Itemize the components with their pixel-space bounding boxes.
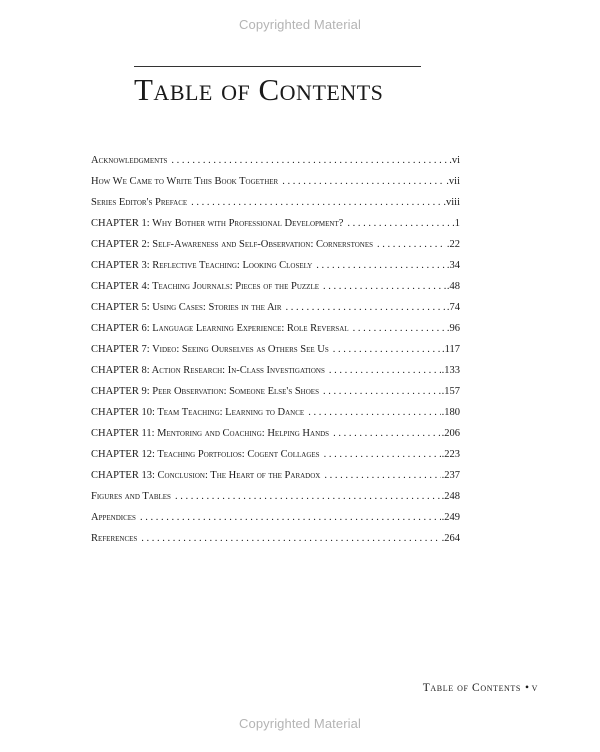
toc-entry-page: .34 — [446, 260, 460, 271]
toc-entry-chapter-7[interactable] — [91, 344, 460, 365]
toc-entry-page: .237 — [441, 470, 460, 481]
toc-entry-page: .223 — [441, 449, 460, 460]
toc-entry-page: .264 — [441, 533, 460, 544]
toc-entry-page: .74 — [446, 302, 460, 313]
toc-entry-page: .96 — [446, 323, 460, 334]
toc-entry-chapter-11[interactable] — [91, 428, 460, 449]
toc-entry-label: CHAPTER 3: Reflective Teaching: Looking Closely — [91, 260, 313, 271]
toc-entry-label: CHAPTER 7: Video: Seeing Ourselves as Others See Us — [91, 344, 329, 355]
leader-dots — [140, 512, 441, 523]
toc-entry-label: CHAPTER 9: Peer Observation: Someone Else's Shoes — [91, 386, 319, 397]
running-footer — [423, 682, 538, 694]
leader-dots — [282, 176, 445, 187]
toc-entry-figures-and-tables[interactable] — [91, 491, 460, 512]
leader-dots — [353, 323, 446, 334]
toc-entry-page: .viii — [443, 197, 460, 208]
toc-entry-label: CHAPTER 13: Conclusion: The Heart of the Paradox — [91, 470, 321, 481]
toc-entry-chapter-8[interactable] — [91, 365, 460, 386]
toc-entry-page: .117 — [442, 344, 460, 355]
toc-entry-page: .249 — [441, 512, 460, 523]
toc-entry-page: .157 — [441, 386, 460, 397]
bullet-separator: • — [524, 682, 530, 694]
leader-dots — [316, 260, 446, 271]
toc-entry-chapter-10[interactable] — [91, 407, 460, 428]
leader-dots — [323, 281, 446, 292]
running-head: Table of Contents — [422, 682, 521, 694]
toc-entry-page: .180 — [441, 407, 460, 418]
toc-entry-how-we-came[interactable] — [91, 176, 460, 197]
toc-entry-label: CHAPTER 12: Teaching Portfolios: Cogent Collages — [91, 449, 320, 460]
leader-dots — [323, 386, 441, 397]
toc-entry-label: How We Came to Write This Book Together — [91, 176, 279, 187]
toc-entry-page: .1 — [452, 218, 460, 229]
toc-entry-page: .206 — [441, 428, 460, 439]
title-rule — [134, 66, 421, 67]
toc-entry-label: CHAPTER 5: Using Cases: Stories in the Air — [91, 302, 282, 313]
toc-entry-label: Series Editor's Preface — [91, 197, 188, 208]
toc-entry-chapter-12[interactable] — [91, 449, 460, 470]
toc-entry-label: References — [91, 533, 138, 544]
leader-dots — [329, 365, 441, 376]
copyright-watermark-bottom: Copyrighted Material — [239, 716, 361, 731]
leader-dots — [333, 428, 441, 439]
leader-dots — [333, 344, 441, 355]
toc-entry-page: .vi — [449, 155, 460, 166]
leader-dots — [141, 533, 440, 544]
leader-dots — [191, 197, 442, 208]
toc-entry-chapter-1[interactable] — [91, 218, 460, 239]
toc-entry-chapter-5[interactable] — [91, 302, 460, 323]
toc-entry-label: Appendices — [91, 512, 136, 523]
toc-entry-page: .248 — [441, 491, 460, 502]
toc-entry-acknowledgments[interactable] — [91, 155, 460, 176]
toc-entry-chapter-13[interactable] — [91, 470, 460, 491]
toc-entry-series-preface[interactable] — [91, 197, 460, 218]
toc-entry-chapter-9[interactable] — [91, 386, 460, 407]
toc-entry-page: .48 — [446, 281, 460, 292]
toc-entry-label: CHAPTER 8: Action Research: In-Class Investigations — [91, 365, 325, 376]
toc-entry-chapter-3[interactable] — [91, 260, 460, 281]
leader-dots — [324, 470, 440, 481]
toc-entry-page: .vii — [446, 176, 460, 187]
toc-entry-label: CHAPTER 6: Language Learning Experience: Role Reversal — [91, 323, 349, 334]
toc-entry-page: .22 — [446, 239, 460, 250]
copyright-watermark-top: Copyrighted Material — [239, 17, 361, 32]
toc-entry-page: .133 — [441, 365, 460, 376]
toc-entry-chapter-6[interactable] — [91, 323, 460, 344]
leader-dots — [286, 302, 446, 313]
leader-dots — [308, 407, 440, 418]
leader-dots — [171, 155, 448, 166]
toc-entry-label: CHAPTER 4: Teaching Journals: Pieces of the Puzzle — [91, 281, 320, 292]
toc-entry-label: CHAPTER 2: Self-Awareness and Self-Observation: Cornerstones — [91, 239, 374, 250]
leader-dots — [377, 239, 446, 250]
leader-dots — [347, 218, 451, 229]
toc-entry-chapter-2[interactable] — [91, 239, 460, 260]
page-number: v — [531, 682, 538, 694]
table-of-contents — [91, 155, 460, 554]
toc-entry-label: Acknowledgments — [91, 155, 168, 166]
toc-entry-label: CHAPTER 10: Team Teaching: Learning to Dance — [91, 407, 305, 418]
leader-dots — [324, 449, 441, 460]
toc-entry-label: CHAPTER 1: Why Bother with Professional Development? — [91, 218, 344, 229]
page-title: Table of Contents — [134, 72, 384, 107]
leader-dots — [175, 491, 441, 502]
toc-entry-chapter-4[interactable] — [91, 281, 460, 302]
toc-entry-appendices[interactable] — [91, 512, 460, 533]
toc-entry-references[interactable] — [91, 533, 460, 554]
toc-entry-label: CHAPTER 11: Mentoring and Coaching: Helping Hands — [91, 428, 330, 439]
toc-entry-label: Figures and Tables — [91, 491, 171, 502]
